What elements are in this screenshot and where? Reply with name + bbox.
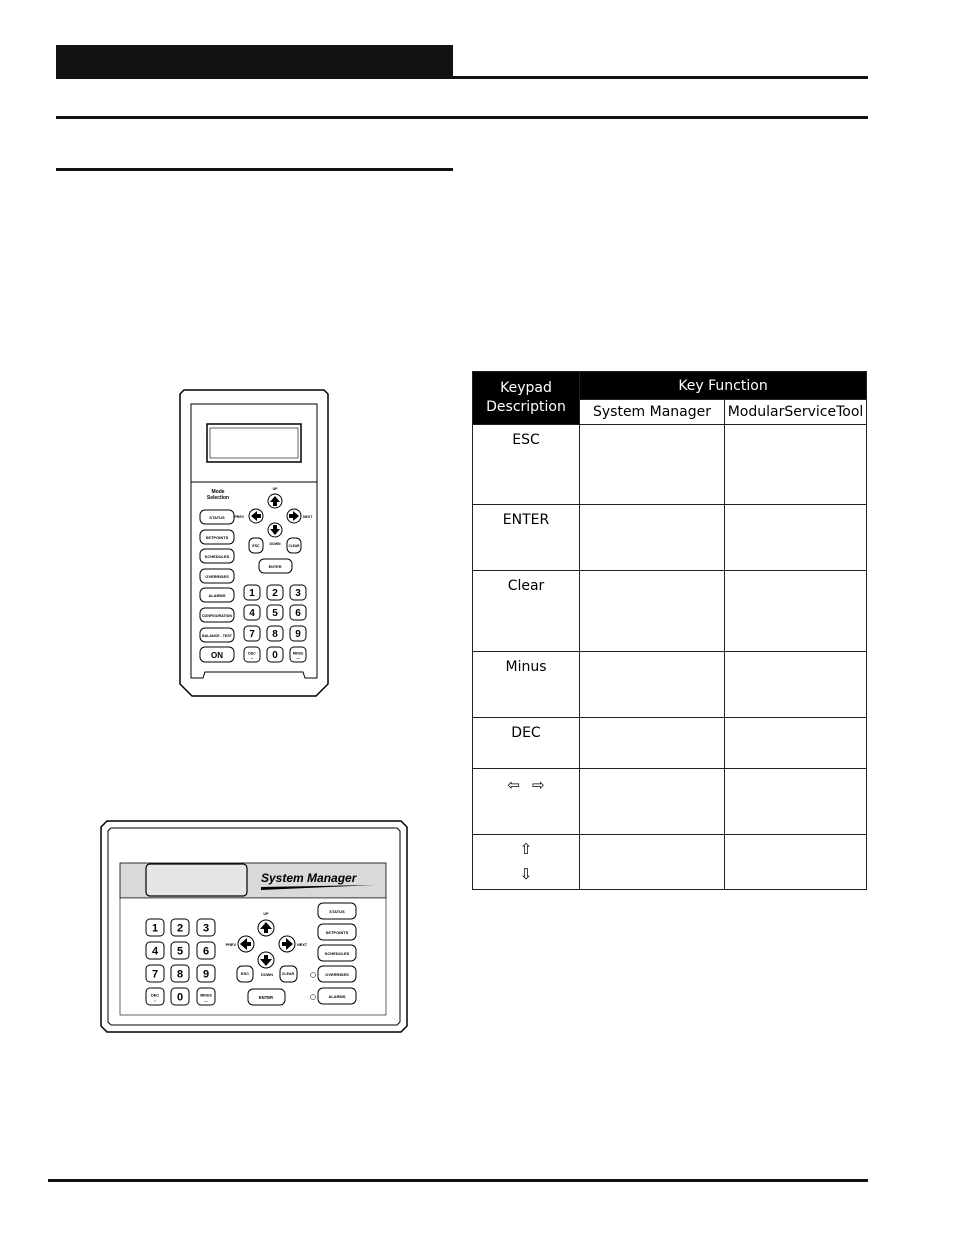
svg-text:SETPOINTS: SETPOINTS xyxy=(205,535,229,540)
svg-text:0: 0 xyxy=(272,650,278,662)
subsection-rule xyxy=(56,168,453,171)
sm-schedules-button[interactable] xyxy=(318,945,356,961)
svg-text:—: — xyxy=(296,656,300,661)
row-desc-minus: Minus xyxy=(473,652,580,718)
modular-service-tool-figure xyxy=(178,388,330,698)
digit-9-key[interactable] xyxy=(290,626,306,641)
schedules-button[interactable] xyxy=(200,549,234,563)
svg-text:4: 4 xyxy=(249,608,255,620)
esc-button[interactable] xyxy=(249,538,263,553)
svg-text:SCHEDULES: SCHEDULES xyxy=(204,554,230,559)
table-row xyxy=(473,571,867,652)
left-arrow-button[interactable] xyxy=(249,509,263,523)
sm-digit-8-key[interactable] xyxy=(171,965,189,982)
svg-text:STATUS: STATUS xyxy=(209,515,225,520)
svg-text:3: 3 xyxy=(202,922,210,935)
header-rule xyxy=(453,76,868,79)
dec-key[interactable] xyxy=(244,647,260,662)
digit-2-key[interactable] xyxy=(267,585,283,600)
digit-6-key[interactable] xyxy=(290,605,306,620)
right-arrow-button[interactable] xyxy=(287,509,301,523)
sm-up-label: UP xyxy=(263,912,269,916)
table-row xyxy=(473,835,867,890)
svg-text:ENTER: ENTER xyxy=(258,995,274,1000)
row-desc-left-right xyxy=(473,769,580,835)
prev-label: PREV xyxy=(234,515,244,519)
clear-button[interactable] xyxy=(287,538,301,553)
svg-text:SETPOINTS: SETPOINTS xyxy=(325,930,349,935)
svg-text:•: • xyxy=(154,998,156,1003)
sm-right-arrow-button[interactable] xyxy=(279,936,295,952)
sm-overrides-button[interactable] xyxy=(318,966,356,982)
down-arrow-icon: ⇩ xyxy=(519,865,533,883)
svg-text:9: 9 xyxy=(202,968,210,981)
setpoints-button[interactable] xyxy=(200,530,234,544)
svg-text:OVERRIDES: OVERRIDES xyxy=(325,972,349,977)
table-row xyxy=(473,425,867,505)
svg-text:CONFIGURATION: CONFIGURATION xyxy=(201,614,233,618)
svg-text:ENTER: ENTER xyxy=(268,565,282,569)
svg-text:2: 2 xyxy=(272,588,278,600)
down-label: DOWN xyxy=(269,542,281,546)
overrides-button[interactable] xyxy=(200,569,234,583)
svg-text:7: 7 xyxy=(249,629,255,641)
row-desc-clear: Clear xyxy=(473,571,580,652)
svg-text:SCHEDULES: SCHEDULES xyxy=(324,951,350,956)
svg-text:8: 8 xyxy=(176,968,184,981)
sm-alarms-button[interactable] xyxy=(318,988,356,1004)
table-row xyxy=(473,769,867,835)
sm-esc-button[interactable] xyxy=(237,966,253,982)
sm-enter-button[interactable] xyxy=(248,989,285,1005)
svg-text:1: 1 xyxy=(151,922,159,935)
svg-text:7: 7 xyxy=(151,968,159,981)
header-desc-line1: Keypad xyxy=(500,380,552,396)
up-arrow-icon: ⇧ xyxy=(519,840,533,858)
sm-setpoints-button[interactable] xyxy=(318,924,356,940)
left-arrow-icon: ⇦ xyxy=(507,776,520,794)
digit-4-key[interactable] xyxy=(244,605,260,620)
svg-text:ESC: ESC xyxy=(240,971,250,976)
minus-key[interactable] xyxy=(290,647,306,662)
sm-digit-7-key[interactable] xyxy=(146,965,164,982)
svg-text:5: 5 xyxy=(272,608,278,620)
digit-3-key[interactable] xyxy=(290,585,306,600)
row-desc-enter: ENTER xyxy=(473,505,580,571)
header-key-function: Key Function xyxy=(580,372,867,400)
mode-label-2: Selection xyxy=(206,495,230,501)
header-keypad-description xyxy=(473,372,580,425)
svg-text:0: 0 xyxy=(176,991,184,1004)
header-system-manager: System Manager xyxy=(580,400,725,425)
overrides-led-icon xyxy=(311,973,316,978)
sm-left-arrow-button[interactable] xyxy=(238,936,254,952)
sm-up-arrow-button[interactable] xyxy=(258,920,274,936)
digit-0-key[interactable] xyxy=(267,647,283,662)
enter-button[interactable] xyxy=(259,559,292,573)
svg-text:ALARMS: ALARMS xyxy=(208,593,226,598)
system-manager-brand: System Manager xyxy=(261,871,357,885)
svg-text:STATUS: STATUS xyxy=(329,909,345,914)
sm-digit-3-key[interactable] xyxy=(197,919,215,936)
sm-digit-1-key[interactable] xyxy=(146,919,164,936)
sm-down-label: DOWN xyxy=(260,973,274,977)
svg-text:•: • xyxy=(251,656,253,661)
svg-text:MINUS: MINUS xyxy=(292,651,304,656)
header-modular-service-tool: ModularServiceTool xyxy=(725,400,867,425)
svg-text:9: 9 xyxy=(295,629,301,641)
sm-digit-0-key[interactable] xyxy=(171,988,189,1005)
svg-text:DEC: DEC xyxy=(150,993,160,998)
svg-text:MINUS: MINUS xyxy=(200,993,212,998)
next-label: NEXT xyxy=(303,515,313,519)
svg-text:1: 1 xyxy=(249,588,255,600)
table-row xyxy=(473,505,867,571)
balance-test-button[interactable] xyxy=(200,628,234,642)
sm-dec-key[interactable] xyxy=(146,988,164,1005)
row-desc-esc: ESC xyxy=(473,425,580,505)
on-button[interactable] xyxy=(200,647,234,662)
svg-text:CLEAR: CLEAR xyxy=(281,972,295,976)
svg-text:ALARMS: ALARMS xyxy=(328,994,346,999)
alarms-led-icon xyxy=(311,995,316,1000)
digit-1-key[interactable] xyxy=(244,585,260,600)
svg-text:6: 6 xyxy=(202,945,210,958)
svg-text:8: 8 xyxy=(272,629,278,641)
header-desc-line2: Description xyxy=(486,399,566,415)
sm-minus-key[interactable] xyxy=(197,988,215,1005)
system-manager-figure xyxy=(99,819,409,1034)
sm-next-label: NEXT xyxy=(297,943,308,947)
table-row xyxy=(473,718,867,769)
digit-7-key[interactable] xyxy=(244,626,260,641)
footer-rule xyxy=(48,1179,868,1182)
sm-prev-label: PREV xyxy=(225,943,236,947)
alarms-button[interactable] xyxy=(200,588,234,602)
configuration-button[interactable] xyxy=(200,608,234,622)
svg-text:4: 4 xyxy=(151,945,159,958)
digit-8-key[interactable] xyxy=(267,626,283,641)
svg-text:3: 3 xyxy=(295,588,301,600)
down-arrow-button[interactable] xyxy=(268,523,282,537)
svg-text:6: 6 xyxy=(295,608,301,620)
sm-status-button[interactable] xyxy=(318,903,356,919)
svg-text:2: 2 xyxy=(176,922,184,935)
up-label: UP xyxy=(272,487,278,491)
svg-text:5: 5 xyxy=(176,945,184,958)
header-bar xyxy=(56,45,453,79)
svg-text:OVERRIDES: OVERRIDES xyxy=(205,574,229,579)
svg-text:ON: ON xyxy=(211,651,223,660)
svg-text:BALANCE - TEST: BALANCE - TEST xyxy=(202,634,232,638)
up-arrow-button[interactable] xyxy=(268,494,282,508)
row-desc-up-down xyxy=(473,835,580,890)
sm-digit-4-key[interactable] xyxy=(146,942,164,959)
status-button[interactable] xyxy=(200,510,234,524)
sm-clear-button[interactable] xyxy=(280,966,297,982)
svg-text:CLEAR: CLEAR xyxy=(288,544,300,548)
section-rule xyxy=(56,116,868,119)
svg-text:—: — xyxy=(204,998,208,1003)
sm-digit-6-key[interactable] xyxy=(197,942,215,959)
sm-digit-9-key[interactable] xyxy=(197,965,215,982)
sm-down-arrow-button[interactable] xyxy=(258,952,274,968)
digit-5-key[interactable] xyxy=(267,605,283,620)
sm-digit-5-key[interactable] xyxy=(171,942,189,959)
svg-text:DEC: DEC xyxy=(248,651,256,656)
row-desc-dec: DEC xyxy=(473,718,580,769)
key-function-table xyxy=(472,371,867,890)
right-arrow-icon: ⇨ xyxy=(532,776,545,794)
sm-digit-2-key[interactable] xyxy=(171,919,189,936)
table-row xyxy=(473,652,867,718)
svg-text:ESC: ESC xyxy=(252,544,260,548)
mode-label-1: Mode xyxy=(211,489,225,495)
